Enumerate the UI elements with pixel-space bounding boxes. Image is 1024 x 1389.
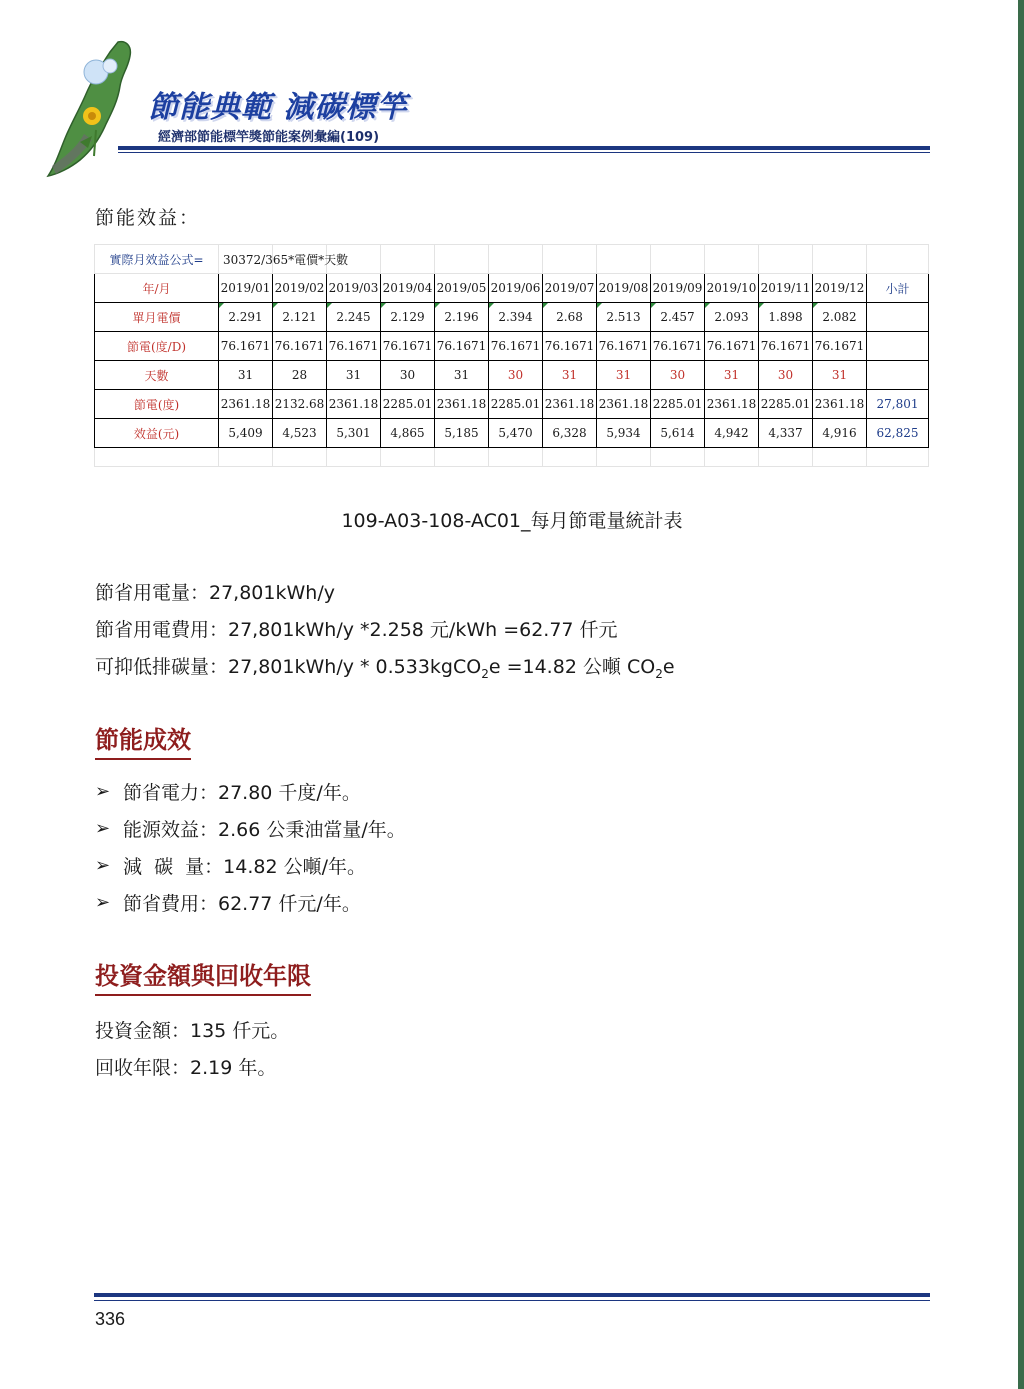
row-label: 單月電價 bbox=[95, 303, 219, 332]
carbon-text-b: e =14.82 公噸 CO bbox=[488, 656, 656, 678]
table-blank-row bbox=[95, 448, 929, 467]
table-header-month: 2019/06 bbox=[489, 274, 543, 303]
table-header-month: 2019/07 bbox=[543, 274, 597, 303]
table-header-month: 2019/02 bbox=[273, 274, 327, 303]
table-cell: 76.1671 bbox=[489, 332, 543, 361]
table-header-month: 2019/03 bbox=[327, 274, 381, 303]
footer-rule-thin bbox=[94, 1300, 930, 1301]
table-header-month: 2019/12 bbox=[813, 274, 867, 303]
brand-subtitle: 經濟部節能標竿獎節能案例彙編(109) bbox=[158, 130, 380, 145]
table-total-cell bbox=[867, 361, 929, 390]
table-cell: 2.082 bbox=[813, 303, 867, 332]
table-cell: 4,916 bbox=[813, 419, 867, 448]
table-total-cell: 62,825 bbox=[867, 419, 929, 448]
table-cell: 31 bbox=[543, 361, 597, 390]
table-cell: 31 bbox=[435, 361, 489, 390]
table-cell: 2.291 bbox=[219, 303, 273, 332]
table-total-cell bbox=[867, 303, 929, 332]
result-item bbox=[95, 852, 366, 879]
table-cell: 2.394 bbox=[489, 303, 543, 332]
table-header-row bbox=[95, 274, 929, 303]
table-blank-cell bbox=[219, 448, 273, 467]
table-header-label: 年/月 bbox=[95, 274, 219, 303]
result-item-text: 節省電力：27.80 千度/年。 bbox=[123, 782, 361, 804]
table-cell: 2.121 bbox=[273, 303, 327, 332]
page-number: 336 bbox=[95, 1309, 126, 1329]
table-row bbox=[95, 332, 929, 361]
table-header-month: 2019/11 bbox=[759, 274, 813, 303]
table-cell: 30 bbox=[759, 361, 813, 390]
taiwan-logo-icon bbox=[22, 38, 152, 180]
brand-title: 節能典範 減碳標竿 bbox=[148, 90, 408, 125]
table-cell: 30 bbox=[489, 361, 543, 390]
table-total-cell bbox=[867, 332, 929, 361]
carbon-text-a: 可抑低排碳量：27,801kWh/y * 0.533kgCO bbox=[95, 656, 482, 678]
table-cell: 31 bbox=[813, 361, 867, 390]
result-item-text: 能源效益：2.66 公秉油當量/年。 bbox=[123, 819, 406, 841]
table-cell: 28 bbox=[273, 361, 327, 390]
table-blank-cell bbox=[327, 448, 381, 467]
table-blank-cell bbox=[759, 448, 813, 467]
table-row bbox=[95, 361, 929, 390]
table-cell: 31 bbox=[597, 361, 651, 390]
table-cell: 5,934 bbox=[597, 419, 651, 448]
table-cell: 2285.01 bbox=[489, 390, 543, 419]
table-cell: 76.1671 bbox=[435, 332, 489, 361]
table-row bbox=[95, 390, 929, 419]
table-row bbox=[95, 303, 929, 332]
calc-line-carbon-reduced bbox=[95, 652, 675, 681]
table-formula-row bbox=[95, 245, 929, 274]
table-cell: 4,865 bbox=[381, 419, 435, 448]
payback-period: 回收年限：2.19 年。 bbox=[95, 1057, 277, 1079]
table-cell: 76.1671 bbox=[705, 332, 759, 361]
table-header-total: 小計 bbox=[867, 274, 929, 303]
table-header-month: 2019/09 bbox=[651, 274, 705, 303]
investment-amount: 投資金額：135 仟元。 bbox=[95, 1020, 290, 1042]
table-cell: 2.68 bbox=[543, 303, 597, 332]
table-cell: 5,614 bbox=[651, 419, 705, 448]
table-blank-cell bbox=[381, 448, 435, 467]
table-cell: 2.196 bbox=[435, 303, 489, 332]
table-cell: 5,409 bbox=[219, 419, 273, 448]
table-blank-cell bbox=[273, 448, 327, 467]
table-cell: 31 bbox=[327, 361, 381, 390]
table-cell: 76.1671 bbox=[381, 332, 435, 361]
header-rule-thin bbox=[118, 152, 930, 153]
table-cell: 2361.18 bbox=[219, 390, 273, 419]
result-item bbox=[95, 889, 361, 916]
monthly-savings-table bbox=[94, 244, 928, 467]
table-row bbox=[95, 419, 929, 448]
table-cell: 2.129 bbox=[381, 303, 435, 332]
table-cell: 4,523 bbox=[273, 419, 327, 448]
table-cell: 30 bbox=[651, 361, 705, 390]
page-edge-strip bbox=[1018, 0, 1024, 1389]
table-cell: 2361.18 bbox=[705, 390, 759, 419]
table-blank-cell bbox=[597, 448, 651, 467]
table-cell: 2361.18 bbox=[813, 390, 867, 419]
arrow-right-icon: ➢ bbox=[95, 855, 111, 876]
formula-label: 實際月效益公式= bbox=[95, 245, 219, 274]
table-cell: 76.1671 bbox=[273, 332, 327, 361]
table-cell: 76.1671 bbox=[543, 332, 597, 361]
table-cell: 76.1671 bbox=[327, 332, 381, 361]
table-cell: 76.1671 bbox=[219, 332, 273, 361]
table-cell: 4,337 bbox=[759, 419, 813, 448]
table-blank-cell bbox=[435, 448, 489, 467]
row-label: 效益(元) bbox=[95, 419, 219, 448]
arrow-right-icon: ➢ bbox=[95, 781, 111, 802]
table-blank-cell bbox=[867, 448, 929, 467]
section-label-savings: 節能效益： bbox=[95, 207, 201, 229]
table-cell: 5,185 bbox=[435, 419, 489, 448]
table-cell: 5,470 bbox=[489, 419, 543, 448]
table-cell: 2.457 bbox=[651, 303, 705, 332]
table-cell: 2285.01 bbox=[759, 390, 813, 419]
table-header-month: 2019/04 bbox=[381, 274, 435, 303]
result-item bbox=[95, 778, 361, 805]
calc-line-power-saved: 節省用電量：27,801kWh/y bbox=[95, 582, 335, 604]
table-cell: 2.245 bbox=[327, 303, 381, 332]
table-header-month: 2019/01 bbox=[219, 274, 273, 303]
table-header-month: 2019/05 bbox=[435, 274, 489, 303]
table-caption: 109-A03-108-AC01_每月節電量統計表 bbox=[341, 510, 683, 532]
table-blank-cell bbox=[489, 448, 543, 467]
table-blank-cell bbox=[813, 448, 867, 467]
table-cell: 2.093 bbox=[705, 303, 759, 332]
co2-subscript: 2 bbox=[481, 666, 489, 681]
arrow-right-icon: ➢ bbox=[95, 818, 111, 839]
table-cell: 2.513 bbox=[597, 303, 651, 332]
table-cell: 2285.01 bbox=[651, 390, 705, 419]
table-cell: 31 bbox=[705, 361, 759, 390]
table-total-cell: 27,801 bbox=[867, 390, 929, 419]
carbon-text-c: e bbox=[662, 656, 675, 678]
table-cell: 2132.68 bbox=[273, 390, 327, 419]
table-cell: 30 bbox=[381, 361, 435, 390]
table-cell: 76.1671 bbox=[597, 332, 651, 361]
table-cell: 2361.18 bbox=[597, 390, 651, 419]
table-cell: 4,942 bbox=[705, 419, 759, 448]
table-cell: 1.898 bbox=[759, 303, 813, 332]
calc-line-cost-saved: 節省用電費用：27,801kWh/y *2.258 元/kWh =62.77 仟元 bbox=[95, 619, 618, 641]
table-blank-cell bbox=[95, 448, 219, 467]
result-item-text: 節省費用：62.77 仟元/年。 bbox=[123, 893, 361, 915]
table-cell: 76.1671 bbox=[759, 332, 813, 361]
row-label: 節電(度) bbox=[95, 390, 219, 419]
table-cell: 2361.18 bbox=[543, 390, 597, 419]
table-cell: 2285.01 bbox=[381, 390, 435, 419]
result-item bbox=[95, 815, 406, 842]
result-item-text: 減 碳 量：14.82 公噸/年。 bbox=[123, 856, 366, 878]
table-cell: 2361.18 bbox=[327, 390, 381, 419]
heading-results: 節能成效 bbox=[95, 720, 191, 760]
table-blank-cell bbox=[705, 448, 759, 467]
table-cell: 31 bbox=[219, 361, 273, 390]
co2-subscript: 2 bbox=[655, 666, 663, 681]
table-cell: 76.1671 bbox=[651, 332, 705, 361]
heading-investment: 投資金額與回收年限 bbox=[95, 956, 311, 996]
header-rule bbox=[118, 146, 930, 150]
table-cell: 6,328 bbox=[543, 419, 597, 448]
table-cell: 5,301 bbox=[327, 419, 381, 448]
table-cell: 2361.18 bbox=[435, 390, 489, 419]
formula-expression: 30372/365*電價*天數 bbox=[219, 245, 273, 274]
table-header-month: 2019/10 bbox=[705, 274, 759, 303]
row-label: 節電(度/D) bbox=[95, 332, 219, 361]
table-blank-cell bbox=[543, 448, 597, 467]
row-label: 天數 bbox=[95, 361, 219, 390]
table-header-month: 2019/08 bbox=[597, 274, 651, 303]
arrow-right-icon: ➢ bbox=[95, 892, 111, 913]
table-blank-cell bbox=[651, 448, 705, 467]
table-cell: 76.1671 bbox=[813, 332, 867, 361]
footer-rule bbox=[94, 1293, 930, 1297]
